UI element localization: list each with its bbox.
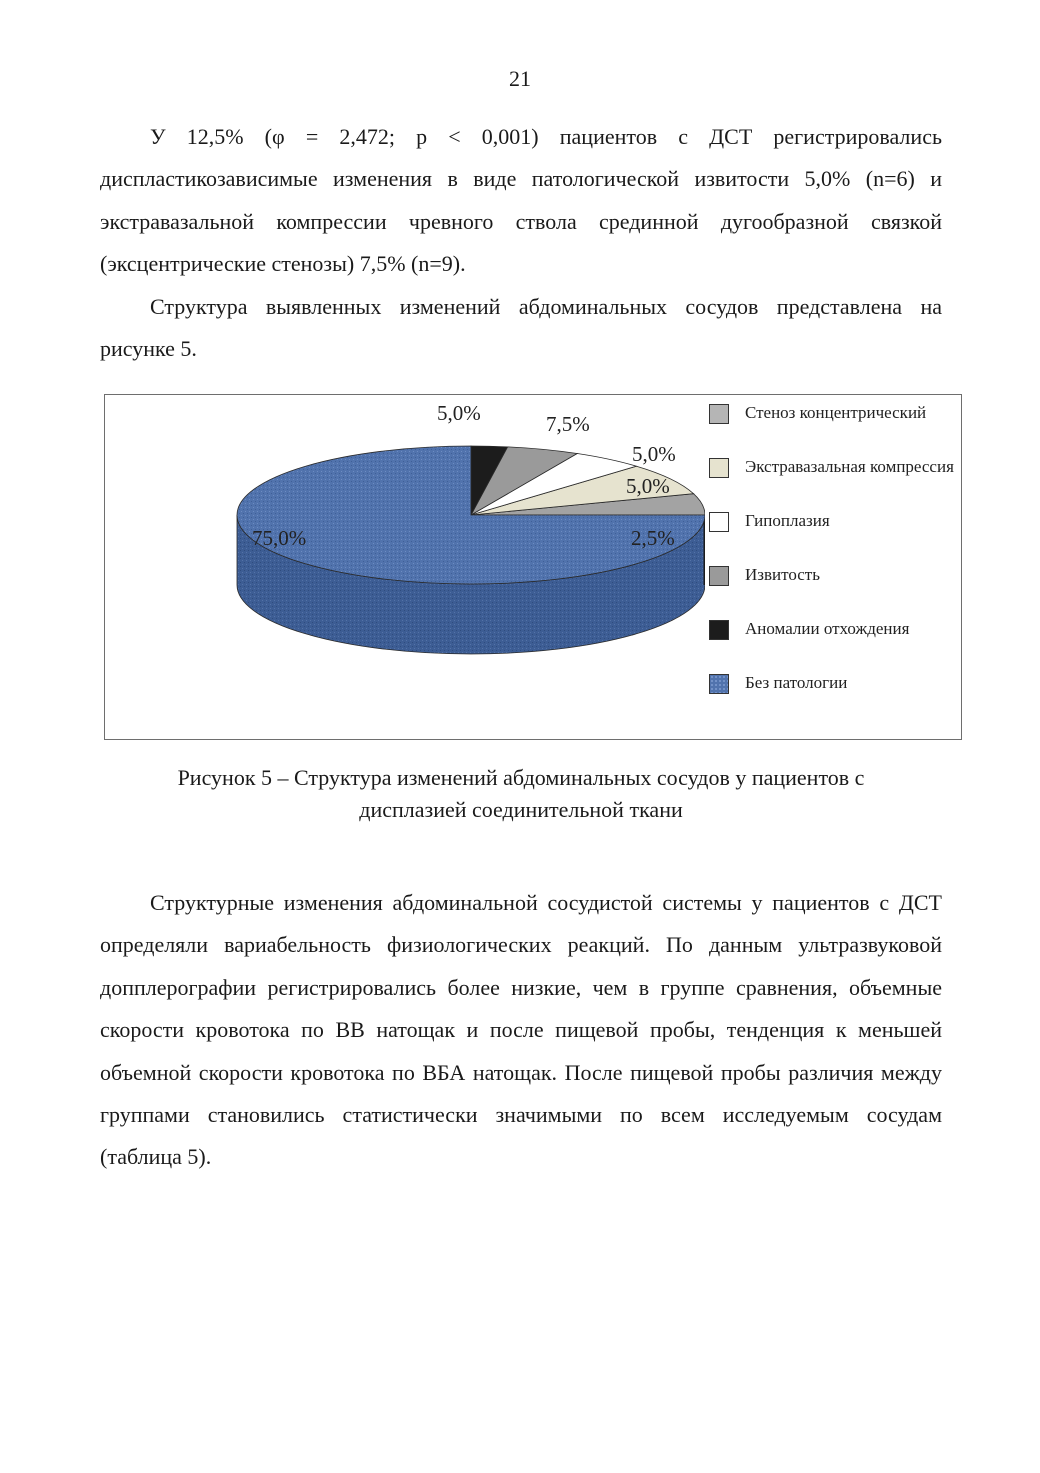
paragraph-2 [100, 286, 942, 371]
figure-5-chart [104, 394, 962, 740]
slice-value-label-4: 2,5% [631, 526, 675, 550]
legend-swatch [709, 566, 729, 586]
slice-value-label-3: 5,0% [626, 474, 670, 498]
legend-label: Гипоплазия [745, 511, 830, 530]
legend-swatch [709, 404, 729, 424]
slice-value-label-5: 75,0% [252, 526, 307, 550]
pie-tops [237, 446, 705, 584]
pie-chart [105, 395, 705, 739]
legend-label: Без патологии [745, 673, 848, 692]
paragraph-3 [100, 882, 942, 1179]
page-number: 21 [509, 66, 531, 91]
figure-caption-line-1: Рисунок 5 – Структура изменений абдоминальных сосудов у пациентов с [177, 765, 865, 790]
slice-value-label-0: 5,0% [437, 401, 481, 425]
slice-value-label-2: 5,0% [632, 442, 676, 466]
legend-label: Аномалии отхождения [745, 619, 910, 638]
legend-swatch [709, 458, 729, 478]
legend-swatch [709, 512, 729, 532]
legend-label: Стеноз концентрический [745, 403, 927, 422]
slice-value-label-1: 7,5% [546, 412, 590, 436]
paragraph-3-text: Структурные изменения абдоминальной сосудистой системы у пациентов с ДСТ определяли вариабельность физиологических реакций. По данным ультразвуковой допплерографии регистрировались более низкие, чем в группе сравнения, объемные скорости кровотока по ВВ натощак и после пищевой пробы, тенденция к меньшей объемной скорости кровотока по ВБА натощак. После пищевой пробы различия между группами становились статистически значимыми по всем исследуемым сосудам (таблица 5). [100, 890, 942, 1170]
figure-caption [100, 762, 942, 826]
paragraph-1-text: У 12,5% (φ = 2,472; р < 0,001) пациентов с ДСТ регистрировались диспластикозависимые изменения в виде патологической извитости 5,0% (n=6) и экстравазальной компрессии чревного ствола срединной дугообразной связкой (эксцентрические стенозы) 7,5% (n=9). [100, 124, 942, 277]
legend-label: Извитость [745, 565, 820, 584]
figure-caption-line-2: дисплазией соединительной ткани [359, 797, 683, 822]
paragraph-1 [100, 116, 942, 286]
paragraph-2-text: Структура выявленных изменений абдоминальных сосудов представлена на рисунке 5. [100, 294, 942, 362]
legend-label: Экстравазальная компрессия [745, 457, 954, 476]
legend-swatch [709, 620, 729, 640]
legend-swatch [709, 674, 729, 694]
